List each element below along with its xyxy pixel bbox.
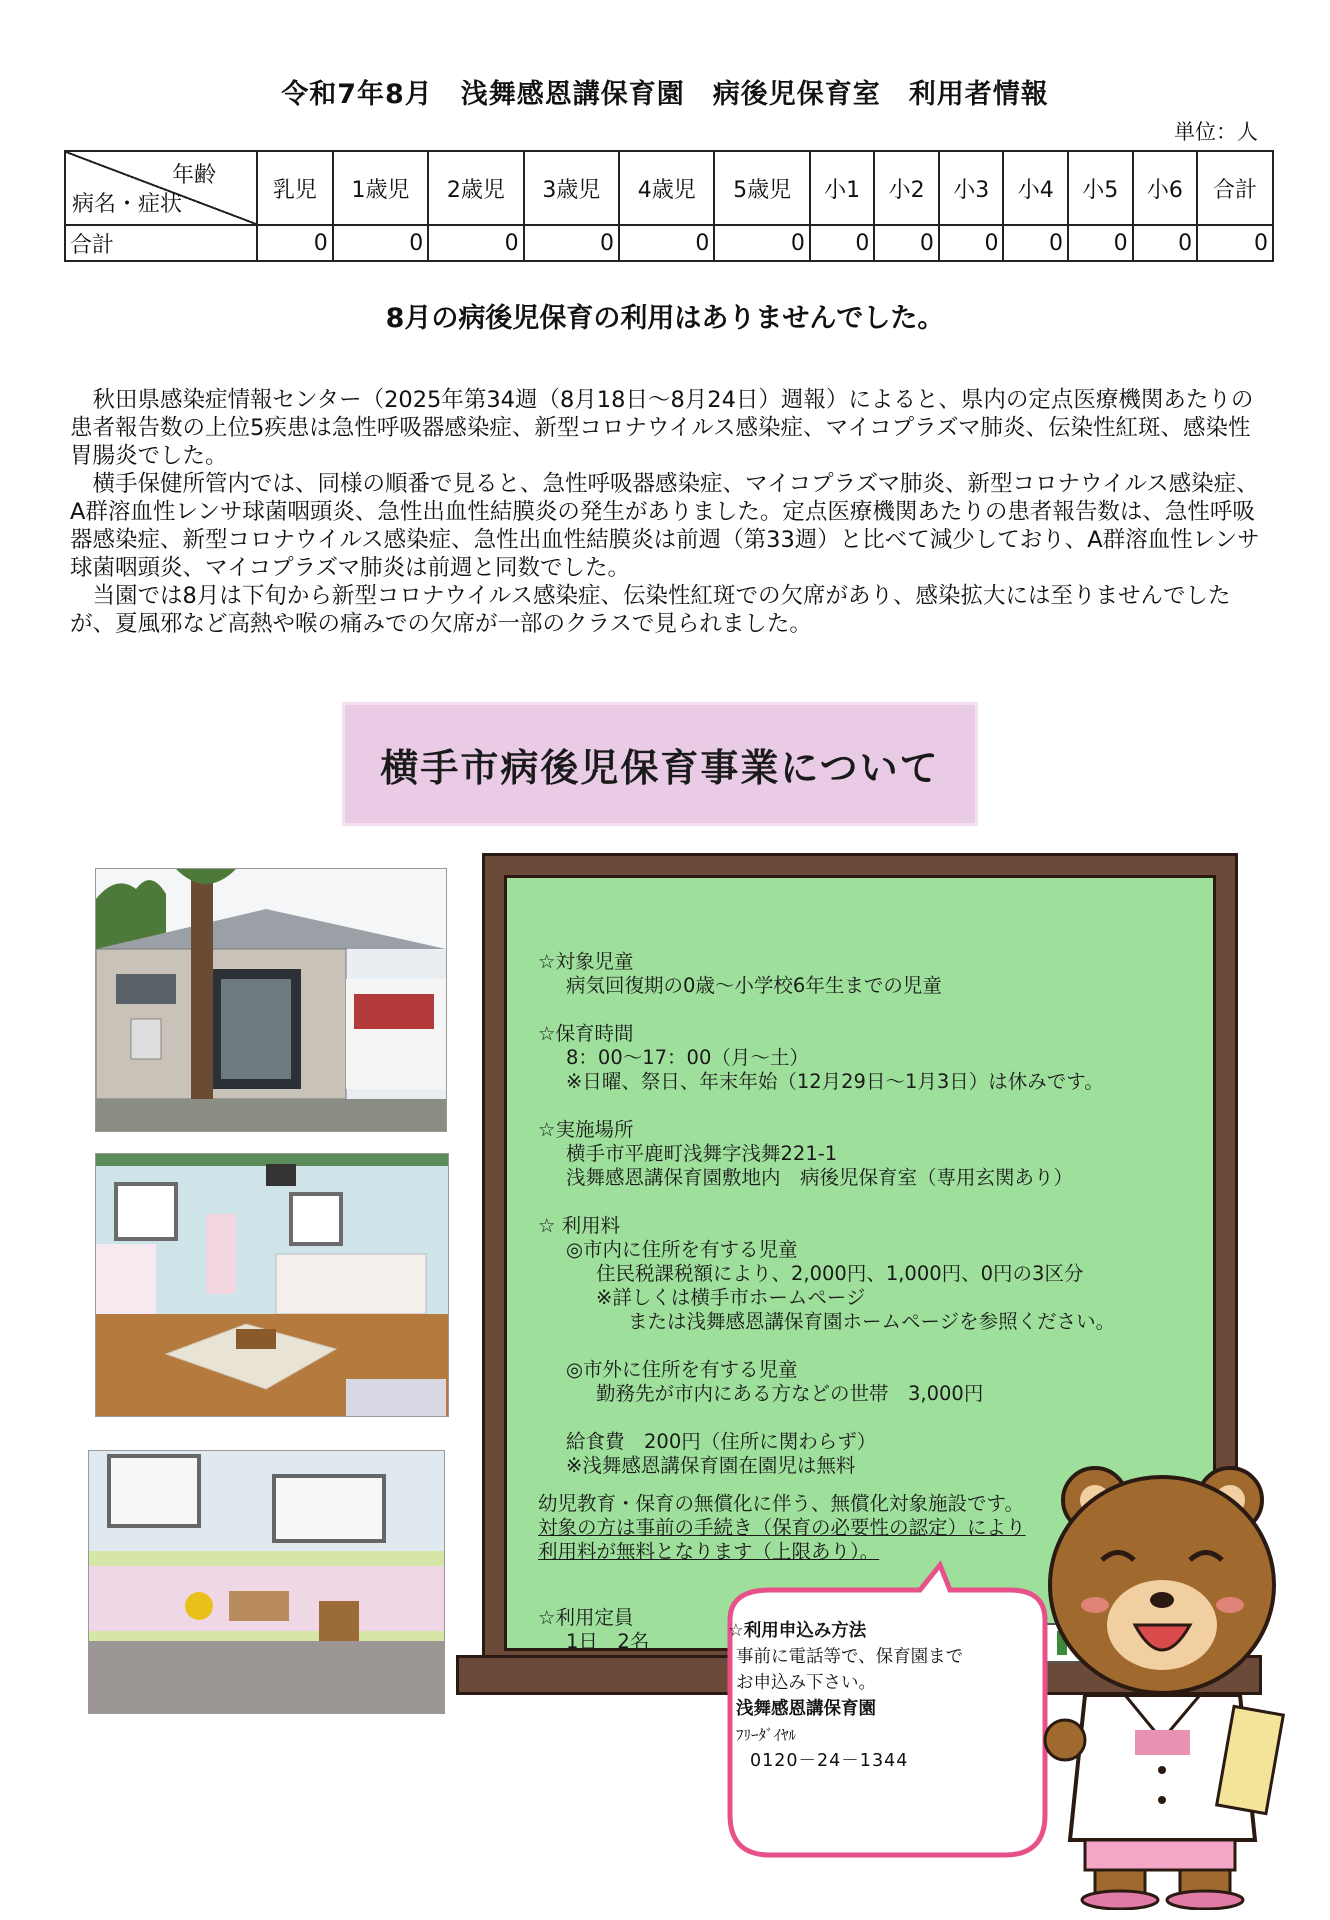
application-text: 事前に電話等で、保育園まで — [736, 1647, 964, 1667]
table-cell: 0 — [524, 225, 619, 261]
table-cell: 0 — [428, 225, 523, 261]
application-text: お申込み下さい。 — [736, 1673, 876, 1693]
table-corner-cell — [65, 151, 257, 225]
table-cell: 0 — [810, 225, 875, 261]
table-header-row — [65, 151, 1273, 225]
hours-note: ※日曜、祭日、年末年始（12月29日～1月3日）は休みです。 — [566, 1070, 1104, 1093]
application-heading: ☆利用申込み方法 — [728, 1621, 867, 1641]
corner-disease-label: 病名・症状 — [72, 192, 183, 217]
building-photo — [95, 868, 447, 1132]
playroom-photo — [95, 1153, 449, 1417]
fee-in-text: 住民税課税額により、2,000円、1,000円、0円の3区分 — [596, 1262, 1084, 1285]
column-header: 小2 — [874, 151, 939, 225]
table-cell: 0 — [257, 225, 333, 261]
hours-text: 8：00～17：00（月～土） — [566, 1046, 809, 1069]
fee-out-heading: ◎市外に住所を有する児童 — [566, 1358, 798, 1381]
column-header: 乳児 — [257, 151, 333, 225]
target-heading: ☆対象児童 — [538, 950, 634, 973]
meal-note: ※浅舞感恩講保育園在園児は無料 — [566, 1454, 856, 1477]
dial-label: ﾌﾘｰﾀﾞｲﾔﾙ — [736, 1726, 797, 1744]
free-note: 幼児教育・保育の無償化に伴う、無償化対象施設です。 — [538, 1492, 1024, 1515]
paragraph: 横手保健所管内では、同様の順番で見ると、急性呼吸器感染症、マイコプラズマ肺炎、新型コロナウイルス感染症、A群溶血性レンサ球菌咽頭炎、急性出血性結膜炎の発生がありました。定点医療機関あたりの患者報告数は、急性呼吸器感染症、新型コロナウイルス感染症、急性出血性結膜炎は前週（第33週）と比べて減少しており、A群溶血性レンサ球菌咽頭炎、マイコプラズマ肺炎は前週と同数でした。 — [70, 471, 1260, 581]
place-detail: 浅舞感恩講保育園敷地内 病後児保育室（専用玄関あり） — [566, 1166, 1074, 1189]
table-cell: 0 — [619, 225, 714, 261]
banner-title: 横手市病後児保育事業について — [380, 745, 940, 790]
column-header: 合計 — [1197, 151, 1273, 225]
column-header: 小1 — [810, 151, 875, 225]
column-header: 小4 — [1003, 151, 1068, 225]
org-name: 浅舞感恩講保育園 — [736, 1699, 876, 1719]
fee-in-note: ※詳しくは横手市ホームページ — [596, 1286, 866, 1309]
place-heading: ☆実施場所 — [538, 1118, 634, 1141]
application-info — [728, 1618, 1028, 1774]
page-title: 令和7年8月 浅舞感恩講保育園 病後児保育室 利用者情報 — [281, 79, 1049, 110]
table-cell: 0 — [333, 225, 428, 261]
hours-heading: ☆保育時間 — [538, 1022, 634, 1045]
table-cell: 0 — [1197, 225, 1273, 261]
notice-heading: 8月の病後児保育の利用はありませんでした。 — [385, 303, 945, 334]
fee-out-text: 勤務先が市内にある方などの世帯 3,000円 — [596, 1382, 984, 1405]
capacity-text: 1日 2名 — [566, 1630, 650, 1653]
column-header: 小3 — [939, 151, 1004, 225]
table-cell: 0 — [1068, 225, 1133, 261]
unit-label: 単位：人 — [1174, 120, 1258, 144]
table-row — [65, 225, 1273, 261]
bear-mascot-icon — [1040, 1440, 1290, 1910]
paragraph: 当園では8月は下旬から新型コロナウイルス感染症、伝染性紅斑での欠席があり、感染拡大には至りませんでしたが、夏風邪など高熱や喉の痛みでの欠席が一部のクラスで見られました。 — [70, 583, 1231, 637]
column-header: 4歳児 — [619, 151, 714, 225]
column-header: 小6 — [1133, 151, 1198, 225]
column-header: 小5 — [1068, 151, 1133, 225]
table-cell: 0 — [939, 225, 1004, 261]
section-banner — [345, 705, 975, 823]
phone-number: 0120－24－1344 — [750, 1751, 909, 1771]
corner-age-label: 年齢 — [171, 163, 216, 188]
fee-heading: ☆ 利用料 — [538, 1214, 621, 1237]
free-note: 対象の方は事前の手続き（保育の必要性の認定）により — [538, 1516, 1026, 1539]
quiet-room-photo — [88, 1450, 445, 1714]
place-address: 横手市平鹿町浅舞字浅舞221-1 — [566, 1142, 838, 1165]
fee-in-note: または浅舞感恩講保育園ホームページを参照ください。 — [628, 1310, 1116, 1333]
meal-fee: 給食費 200円（住所に関わらず） — [566, 1430, 877, 1453]
table-cell: 0 — [1003, 225, 1068, 261]
column-header: 3歳児 — [524, 151, 619, 225]
column-header: 2歳児 — [428, 151, 523, 225]
capacity-heading: ☆利用定員 — [538, 1606, 634, 1629]
fee-in-heading: ◎市内に住所を有する児童 — [566, 1238, 798, 1261]
column-header: 1歳児 — [333, 151, 428, 225]
report-body — [70, 386, 1270, 638]
free-note: 利用料が無料となります（上限あり）。 — [538, 1540, 880, 1563]
table-cell: 0 — [714, 225, 809, 261]
usage-table — [64, 150, 1274, 262]
column-header: 5歳児 — [714, 151, 809, 225]
paragraph: 秋田県感染症情報センター（2025年第34週（8月18日～8月24日）週報）によると、県内の定点医療機関あたりの患者報告数の上位5疾患は急性呼吸器感染症、新型コロナウイルス感染症、マイコプラズマ肺炎、伝染性紅斑、感染性胃腸炎でした。 — [70, 387, 1254, 469]
table-cell: 0 — [1133, 225, 1198, 261]
row-label: 合計 — [65, 225, 257, 261]
table-cell: 0 — [874, 225, 939, 261]
target-text: 病気回復期の0歳～小学校6年生までの児童 — [566, 974, 942, 997]
